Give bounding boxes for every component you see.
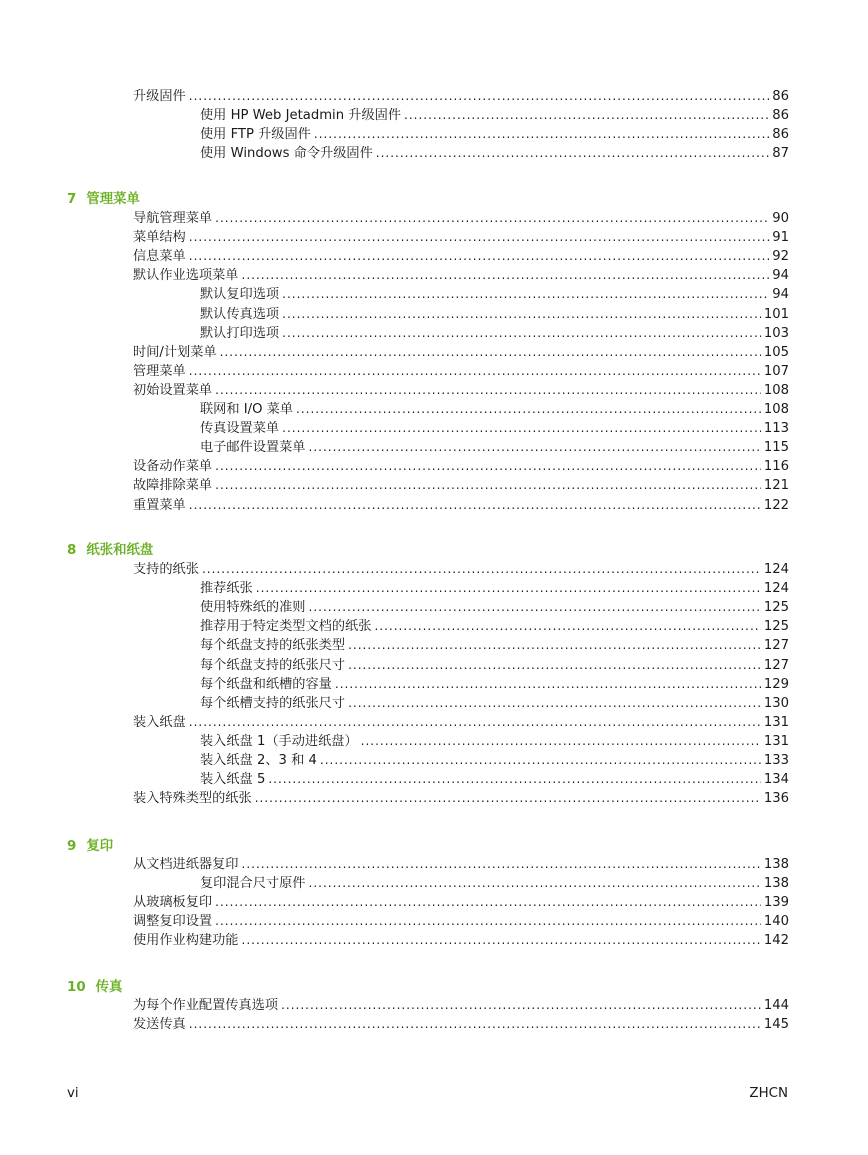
toc-entry-title: 菜单结构 bbox=[133, 230, 186, 246]
toc-dot-leader bbox=[374, 618, 760, 635]
chapter-heading[interactable] bbox=[67, 542, 153, 559]
toc-dot-leader bbox=[215, 210, 769, 227]
toc-entry-page: 127 bbox=[763, 638, 789, 654]
toc-entry-page: 139 bbox=[763, 895, 789, 911]
toc-entry-title: 使用 HP Web Jetadmin 升级固件 bbox=[200, 108, 402, 124]
toc-entry[interactable] bbox=[200, 676, 789, 693]
toc-entry[interactable] bbox=[133, 248, 789, 265]
toc-entry-title: 管理菜单 bbox=[133, 363, 186, 379]
toc-entry-title: 为每个作业配置传真选项 bbox=[133, 998, 279, 1013]
toc-dot-leader bbox=[335, 676, 761, 693]
toc-dot-leader bbox=[296, 401, 761, 418]
toc-entry[interactable] bbox=[200, 286, 789, 303]
toc-entry-page: 125 bbox=[763, 619, 789, 635]
toc-entry-page: 127 bbox=[763, 657, 789, 673]
chapter-title: 复印 bbox=[86, 839, 114, 854]
toc-entry-title: 使用特殊纸的准则 bbox=[200, 600, 306, 616]
toc-dot-leader bbox=[242, 856, 761, 873]
toc-dot-leader bbox=[309, 439, 761, 456]
toc-entry-title: 装入特殊类型的纸张 bbox=[133, 791, 252, 807]
toc-dot-leader bbox=[282, 420, 761, 437]
toc-entry[interactable] bbox=[200, 325, 789, 342]
toc-entry-page: 92 bbox=[772, 249, 789, 265]
toc-entry[interactable] bbox=[200, 439, 789, 456]
toc-entry-title: 默认打印选项 bbox=[200, 325, 280, 341]
toc-dot-leader bbox=[215, 477, 761, 494]
toc-entry-title: 装入纸盘 5 bbox=[200, 772, 266, 788]
toc-entry[interactable] bbox=[133, 458, 789, 475]
toc-entry[interactable] bbox=[133, 913, 789, 930]
toc-entry-title: 默认复印选项 bbox=[200, 287, 280, 303]
toc-entry-page: 107 bbox=[763, 363, 789, 379]
toc-entry-page: 116 bbox=[763, 459, 789, 475]
toc-entry-page: 91 bbox=[772, 230, 789, 246]
toc-entry[interactable] bbox=[200, 637, 789, 654]
toc-entry[interactable] bbox=[133, 997, 789, 1014]
toc-dot-leader bbox=[282, 325, 761, 342]
toc-entry-title: 推荐用于特定类型文档的纸张 bbox=[200, 619, 372, 635]
toc-entry[interactable] bbox=[200, 752, 789, 769]
toc-dot-leader bbox=[404, 107, 769, 124]
toc-entry-title: 设备动作菜单 bbox=[133, 459, 213, 475]
toc-entry-title: 推荐纸张 bbox=[200, 581, 253, 597]
toc-entry-page: 105 bbox=[763, 344, 789, 360]
toc-entry-page: 125 bbox=[763, 600, 789, 616]
toc-entry[interactable] bbox=[133, 856, 789, 873]
chapter-heading[interactable] bbox=[67, 979, 122, 996]
toc-entry-title: 导航管理菜单 bbox=[133, 211, 213, 226]
toc-dot-leader bbox=[242, 932, 761, 949]
toc-entry-title: 发送传真 bbox=[133, 1017, 186, 1033]
toc-dot-leader bbox=[215, 382, 761, 399]
toc-dot-leader bbox=[189, 1016, 761, 1033]
toc-entry[interactable] bbox=[133, 267, 789, 284]
chapter-number: 8 bbox=[67, 543, 77, 558]
toc-dot-leader bbox=[376, 145, 769, 162]
toc-entry[interactable] bbox=[133, 790, 789, 807]
toc-entry-page: 87 bbox=[772, 146, 789, 162]
toc-entry-title: 复印混合尺寸原件 bbox=[200, 876, 306, 892]
toc-dot-leader bbox=[189, 229, 769, 246]
toc-entry[interactable] bbox=[133, 932, 789, 949]
toc-entry-title: 支持的纸张 bbox=[133, 562, 199, 577]
toc-dot-leader bbox=[215, 894, 761, 911]
chapter-title: 管理菜单 bbox=[86, 192, 140, 207]
toc-dot-leader bbox=[189, 497, 761, 514]
toc-entry-page: 86 bbox=[772, 108, 789, 124]
toc-entry-page: 124 bbox=[763, 581, 789, 597]
toc-entry-title: 装入纸盘 2、3 和 4 bbox=[200, 753, 317, 768]
toc-entry-title: 使用 Windows 命令升级固件 bbox=[200, 146, 373, 162]
toc-entry-page: 122 bbox=[763, 497, 789, 513]
toc-entry[interactable] bbox=[133, 894, 789, 911]
toc-dot-leader bbox=[314, 126, 769, 143]
toc-entry[interactable] bbox=[200, 733, 789, 750]
toc-entry-page: 103 bbox=[763, 325, 789, 341]
toc-entry-page: 142 bbox=[763, 933, 789, 949]
toc-dot-leader bbox=[189, 363, 761, 380]
toc-entry-title: 每个纸盘支持的纸张尺寸 bbox=[200, 657, 346, 673]
toc-entry[interactable] bbox=[200, 771, 789, 788]
toc-entry-page: 115 bbox=[763, 440, 789, 456]
toc-entry-title: 电子邮件设置菜单 bbox=[200, 440, 306, 456]
toc-entry-page: 101 bbox=[763, 306, 789, 322]
toc-dot-leader bbox=[348, 657, 761, 674]
toc-entry-title: 装入纸盘 1（手动进纸盘） bbox=[200, 733, 358, 749]
toc-entry-title: 从文档进纸器复印 bbox=[133, 857, 239, 872]
toc-dot-leader bbox=[189, 88, 769, 105]
toc-entry[interactable] bbox=[200, 420, 789, 437]
toc-entry-title: 每个纸盘和纸槽的容量 bbox=[200, 676, 332, 692]
toc-entry[interactable] bbox=[133, 344, 789, 361]
toc-dot-leader bbox=[202, 561, 761, 578]
toc-dot-leader bbox=[320, 752, 761, 769]
toc-entry[interactable] bbox=[200, 401, 789, 418]
toc-entry-page: 108 bbox=[763, 382, 789, 398]
toc-entry[interactable] bbox=[200, 145, 789, 162]
toc-dot-leader bbox=[220, 344, 761, 361]
toc-entry-title: 联网和 I/O 菜单 bbox=[200, 402, 294, 417]
toc-entry-page: 130 bbox=[763, 695, 789, 711]
toc-entry-title: 使用 FTP 升级固件 bbox=[200, 127, 311, 143]
footer-page-number: vi bbox=[67, 1086, 79, 1101]
toc-entry[interactable] bbox=[200, 580, 789, 597]
toc-entry-page: 138 bbox=[763, 876, 789, 892]
toc-dot-leader bbox=[242, 267, 770, 284]
toc-entry[interactable] bbox=[133, 88, 789, 105]
toc-entry[interactable] bbox=[200, 599, 789, 616]
chapter-heading[interactable] bbox=[67, 838, 113, 855]
toc-entry-page: 113 bbox=[763, 421, 789, 437]
toc-entry[interactable] bbox=[133, 1016, 789, 1033]
toc-entry-page: 121 bbox=[763, 478, 789, 494]
toc-entry-page: 131 bbox=[763, 714, 789, 730]
toc-dot-leader bbox=[215, 458, 761, 475]
toc-dot-leader bbox=[189, 714, 761, 731]
toc-entry-title: 故障排除菜单 bbox=[133, 478, 213, 494]
chapter-title: 纸张和纸盘 bbox=[86, 543, 154, 558]
toc-entry-page: 124 bbox=[763, 562, 789, 577]
toc-entry[interactable] bbox=[200, 875, 789, 892]
toc-entry[interactable] bbox=[133, 229, 789, 246]
toc-entry[interactable] bbox=[133, 714, 789, 731]
toc-entry-title: 升级固件 bbox=[133, 89, 186, 104]
toc-entry[interactable] bbox=[133, 363, 789, 380]
toc-dot-leader bbox=[348, 695, 761, 712]
toc-entry[interactable] bbox=[200, 107, 789, 124]
toc-entry-title: 调整复印设置 bbox=[133, 914, 213, 930]
toc-entry-title: 每个纸盘支持的纸张类型 bbox=[200, 638, 346, 654]
toc-dot-leader bbox=[361, 733, 761, 750]
toc-entry-title: 使用作业构建功能 bbox=[133, 933, 239, 949]
toc-dot-leader bbox=[256, 580, 761, 597]
toc-entry[interactable] bbox=[200, 695, 789, 712]
toc-entry-title: 时间/计划菜单 bbox=[133, 344, 217, 360]
toc-entry-page: 140 bbox=[763, 914, 789, 930]
toc-entry[interactable] bbox=[200, 618, 789, 635]
toc-entry-title: 默认作业选项菜单 bbox=[133, 268, 239, 284]
toc-entry-page: 133 bbox=[763, 753, 789, 768]
toc-dot-leader bbox=[309, 599, 761, 616]
toc-entry-title: 从玻璃板复印 bbox=[133, 895, 213, 911]
toc-entry-page: 86 bbox=[772, 89, 789, 104]
toc-dot-leader bbox=[268, 771, 760, 788]
toc-entry[interactable] bbox=[200, 657, 789, 674]
chapter-heading[interactable] bbox=[67, 191, 140, 208]
toc-dot-leader bbox=[215, 913, 761, 930]
toc-entry-title: 装入纸盘 bbox=[133, 714, 186, 730]
toc-entry-page: 134 bbox=[763, 772, 789, 788]
toc-entry[interactable] bbox=[200, 126, 789, 143]
toc-entry[interactable] bbox=[133, 210, 789, 227]
toc-dot-leader bbox=[348, 637, 761, 654]
toc-dot-leader bbox=[282, 286, 769, 303]
toc-entry-page: 94 bbox=[772, 268, 789, 284]
toc-entry-page: 108 bbox=[763, 402, 789, 417]
footer-locale: ZHCN bbox=[749, 1086, 788, 1101]
toc-dot-leader bbox=[309, 875, 761, 892]
toc-entry-title: 初始设置菜单 bbox=[133, 382, 213, 398]
chapter-number: 7 bbox=[67, 192, 77, 207]
toc-dot-leader bbox=[282, 306, 761, 323]
toc-entry-page: 86 bbox=[772, 127, 789, 143]
toc-entry-page: 131 bbox=[763, 733, 789, 749]
toc-entry-title: 每个纸槽支持的纸张尺寸 bbox=[200, 695, 346, 711]
toc-entry-page: 138 bbox=[763, 857, 789, 872]
toc-entry-title: 重置菜单 bbox=[133, 497, 186, 513]
toc-entry-page: 94 bbox=[772, 287, 789, 303]
toc-entry[interactable] bbox=[200, 306, 789, 323]
toc-dot-leader bbox=[281, 997, 761, 1014]
chapter-title: 传真 bbox=[95, 980, 123, 995]
toc-entry-page: 90 bbox=[772, 211, 789, 226]
toc-entry-title: 默认传真选项 bbox=[200, 306, 280, 322]
toc-entry-title: 传真设置菜单 bbox=[200, 421, 280, 437]
toc-entry-title: 信息菜单 bbox=[133, 249, 186, 265]
toc-entry-page: 129 bbox=[763, 676, 789, 692]
toc-entry[interactable] bbox=[133, 477, 789, 494]
toc-dot-leader bbox=[189, 248, 769, 265]
chapter-number: 10 bbox=[67, 980, 86, 995]
toc-entry-page: 136 bbox=[763, 791, 789, 807]
toc-dot-leader bbox=[255, 790, 761, 807]
toc-entry[interactable] bbox=[133, 497, 789, 514]
toc-entry-page: 144 bbox=[763, 998, 789, 1013]
chapter-number: 9 bbox=[67, 839, 77, 854]
toc-entry[interactable] bbox=[133, 561, 789, 578]
toc-entry-page: 145 bbox=[763, 1017, 789, 1033]
toc-entry[interactable] bbox=[133, 382, 789, 399]
